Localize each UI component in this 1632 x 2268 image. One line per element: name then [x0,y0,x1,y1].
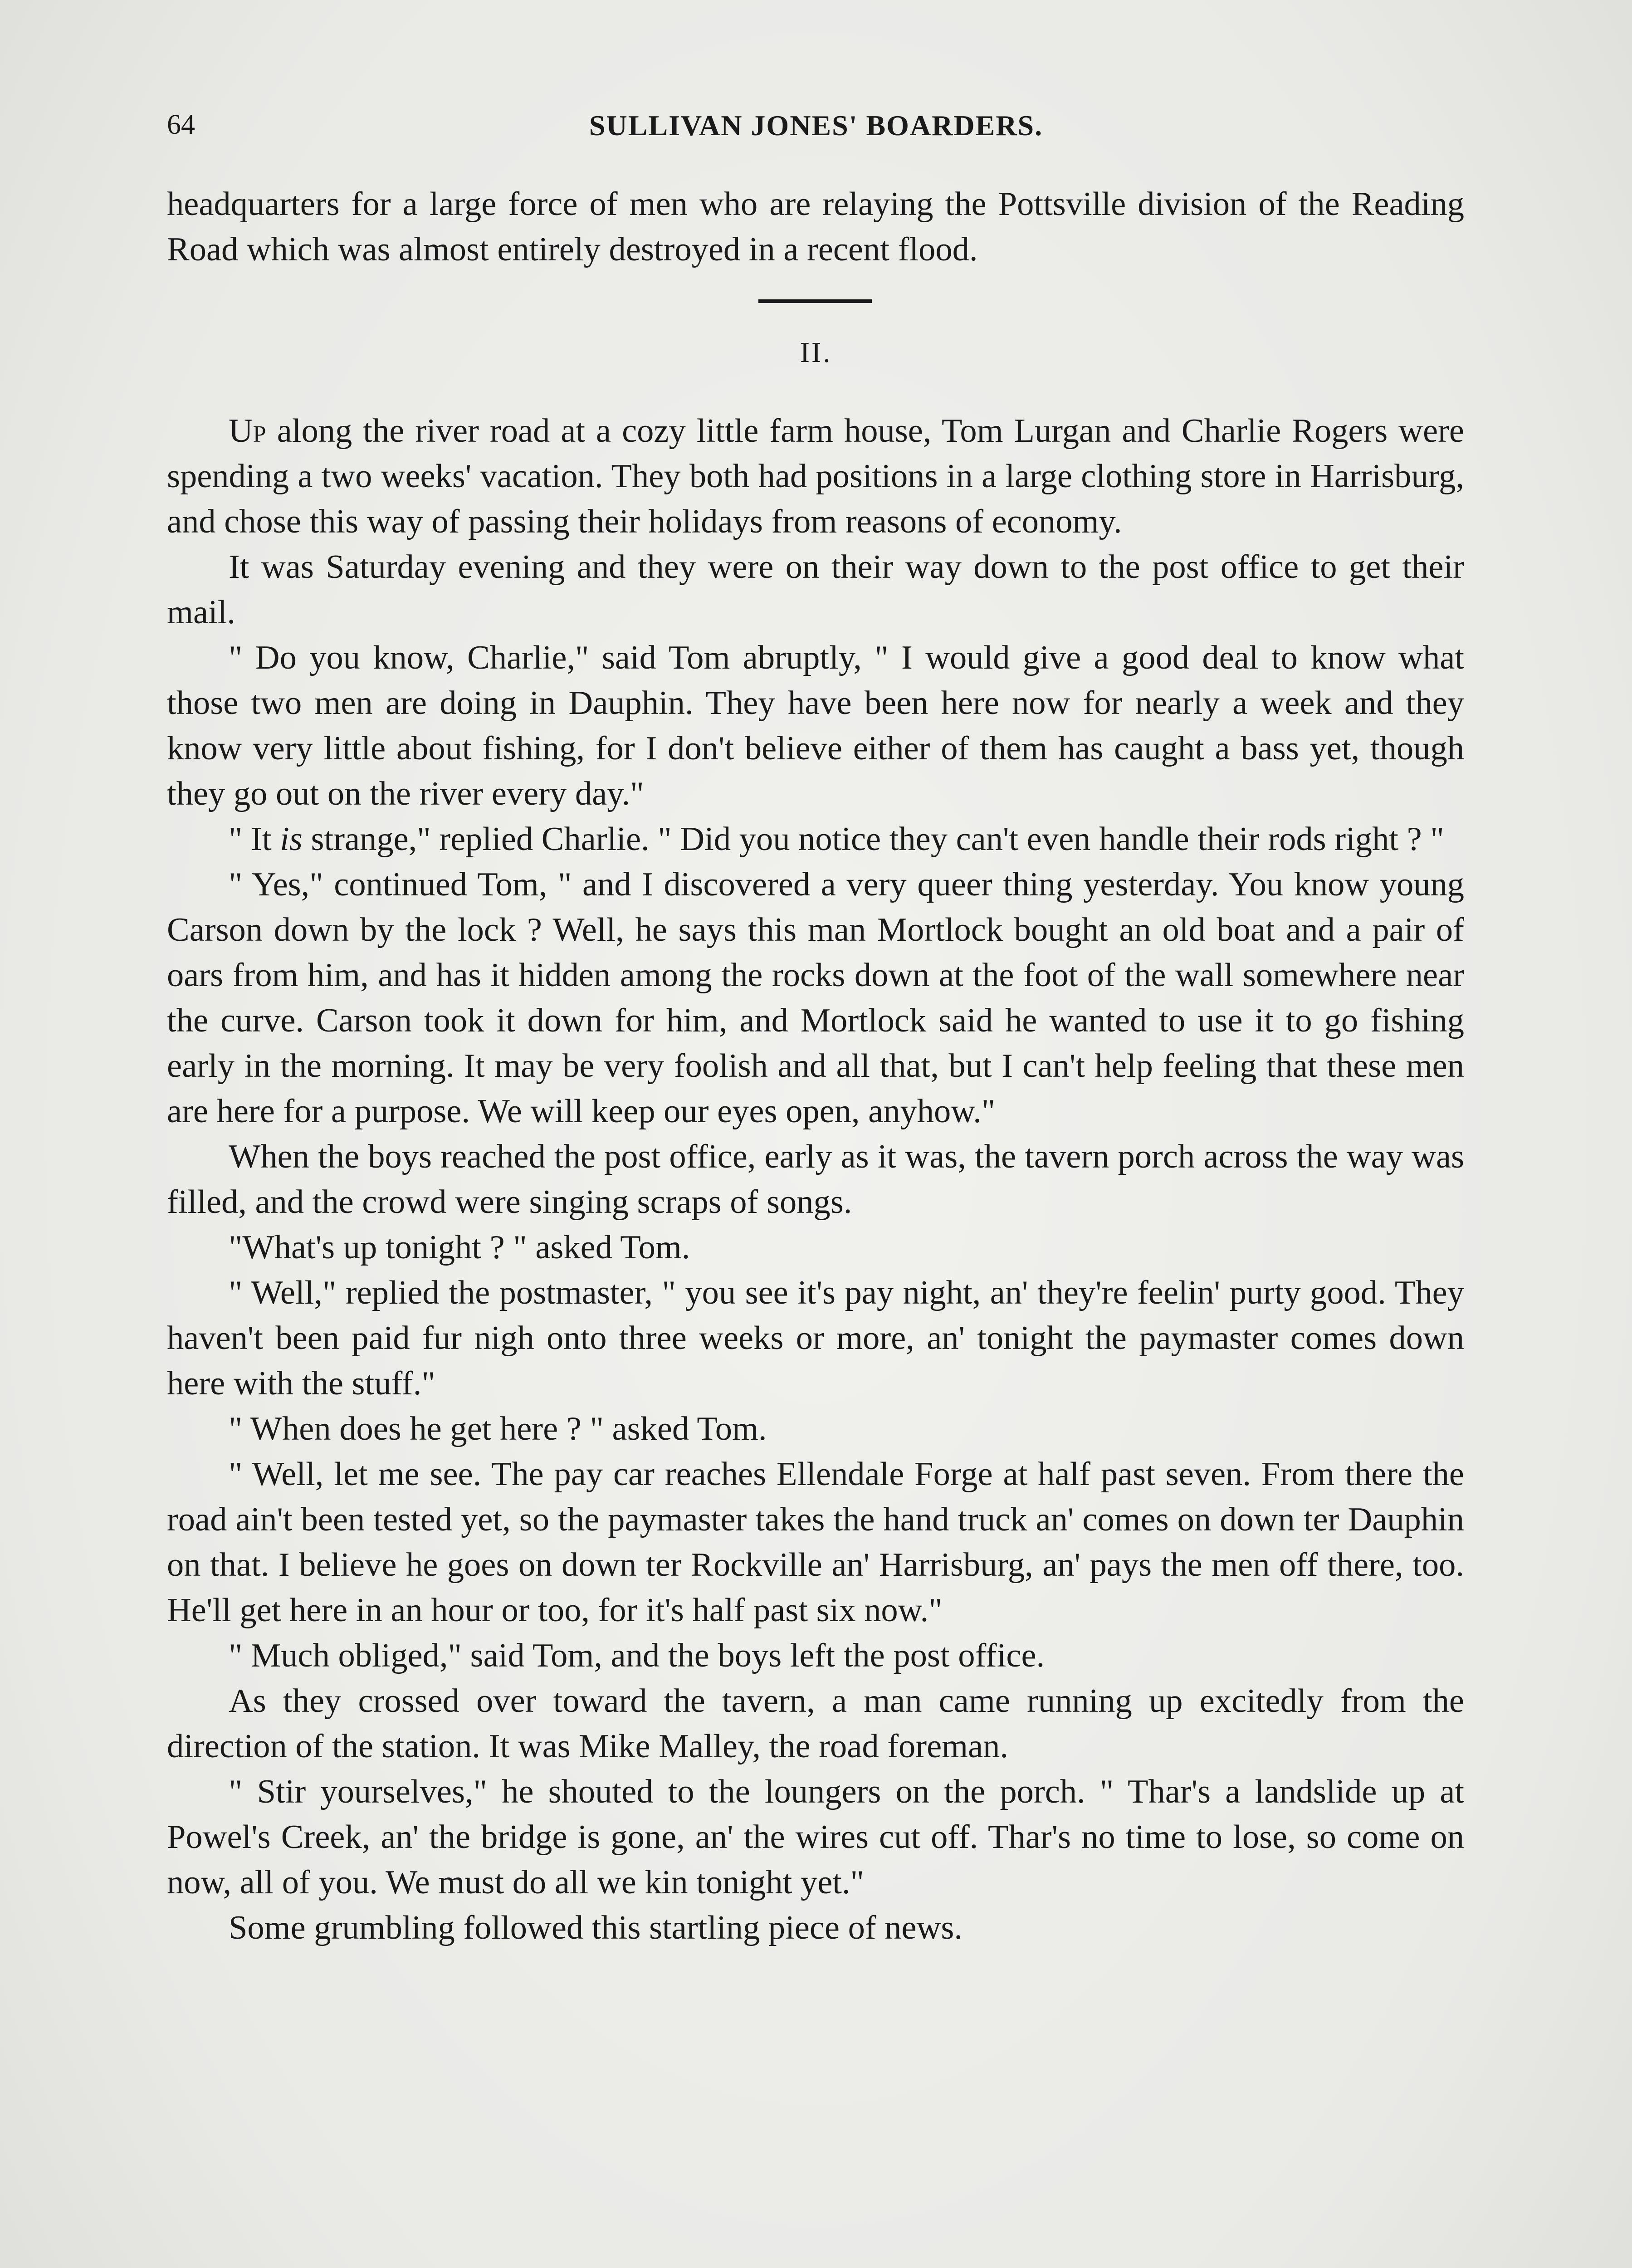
paragraph: As they crossed over toward the tavern, a man came running up excitedly from the direction of the station. It was Mike Malley, the road foreman. [167,1682,1464,1765]
paragraph-text: along the river road at a cozy little farm house, Tom Lurgan and Charlie Rogers were spending a two weeks' vacation. They both had positions in a large clothing store in Harrisburg, and chose this way of passing their holidays from reasons of economy. [167,412,1464,540]
paragraph [167,408,1464,544]
chapter-body [167,408,1464,1950]
continued-paragraph-block [167,181,1464,272]
section-divider-rule [758,299,872,303]
paragraph: "What's up tonight ? " asked Tom. [229,1229,690,1266]
page-number: 64 [167,109,195,140]
paragraph: Some grumbling followed this startling piece of news. [229,1909,963,1946]
page-header [167,109,1465,150]
paragraph: " Well, let me see. The pay car reaches Ellendale Forge at half past seven. From there the road ain't been tested yet, so the paymaster takes the hand truck an' comes on down ter Dauphin on that. I believe he goes on down ter Rockville an' Harrisburg, an' pays the men off there, too. He'll get here in an hour or too, for it's half past six now." [167,1456,1464,1629]
paragraph: When the boys reached the post office, early as it was, the tavern porch across the way was filled, and the crowd were singing scraps of songs. [167,1138,1464,1221]
paragraph: It was Saturday evening and they were on their way down to the post office to get their mail. [167,548,1464,631]
paragraph: " Yes," continued Tom, " and I discovered a very queer thing yesterday. You know young Carson down by the lock ? Well, he says this man Mortlock bought an old boat and a pair of oars from him, and has it hidden among the rocks down at the foot of the wall somewhere near the curve. Carson took it down for him, and Mortlock said he wanted to use it to go fishing early in the morning. It may be very foolish and all that, but I can't help feeling that these men are here for a purpose. We will keep our eyes open, anyhow." [167,866,1464,1130]
paragraph [167,816,1464,862]
section-heading: II. [800,336,832,368]
paragraph-text: strange," replied Charlie. " Did you notice they can't even handle their rods right ? " [302,821,1444,858]
paragraph: " When does he get here ? " asked Tom. [229,1410,767,1447]
continued-paragraph: headquarters for a large force of men who are relaying the Pottsville division of the Reading Road which was almost entirely destroyed in a recent flood. [167,186,1464,268]
paragraph: " Stir yourselves," he shouted to the loungers on the porch. " Thar's a landslide up at Powel's Creek, an' the bridge is gone, an' the wires cut off. Thar's no time to lose, so come on now, all of you. We must do all we kin tonight yet." [167,1773,1464,1901]
paragraph: " Do you know, Charlie," said Tom abruptly, " I would give a good deal to know what those two men are doing in Dauphin. They have been here now for nearly a week and they know very little about fishing, for I don't believe either of them has caught a bass yet, though they go out on the river every day." [167,639,1464,812]
running-head: SULLIVAN JONES' BOARDERS. [589,109,1043,142]
emphasized-word: is [280,821,303,858]
paragraph-text: " It [229,821,280,858]
paragraph: " Well," replied the postmaster, " you see it's pay night, an' they're feelin' purty good. They haven't been paid fur nigh onto three weeks or more, an' tonight the paymaster comes down here with the stuff." [167,1274,1464,1402]
paragraph-lead-word: Up [229,412,266,450]
paragraph: " Much obliged," said Tom, and the boys left the post office. [229,1637,1045,1674]
